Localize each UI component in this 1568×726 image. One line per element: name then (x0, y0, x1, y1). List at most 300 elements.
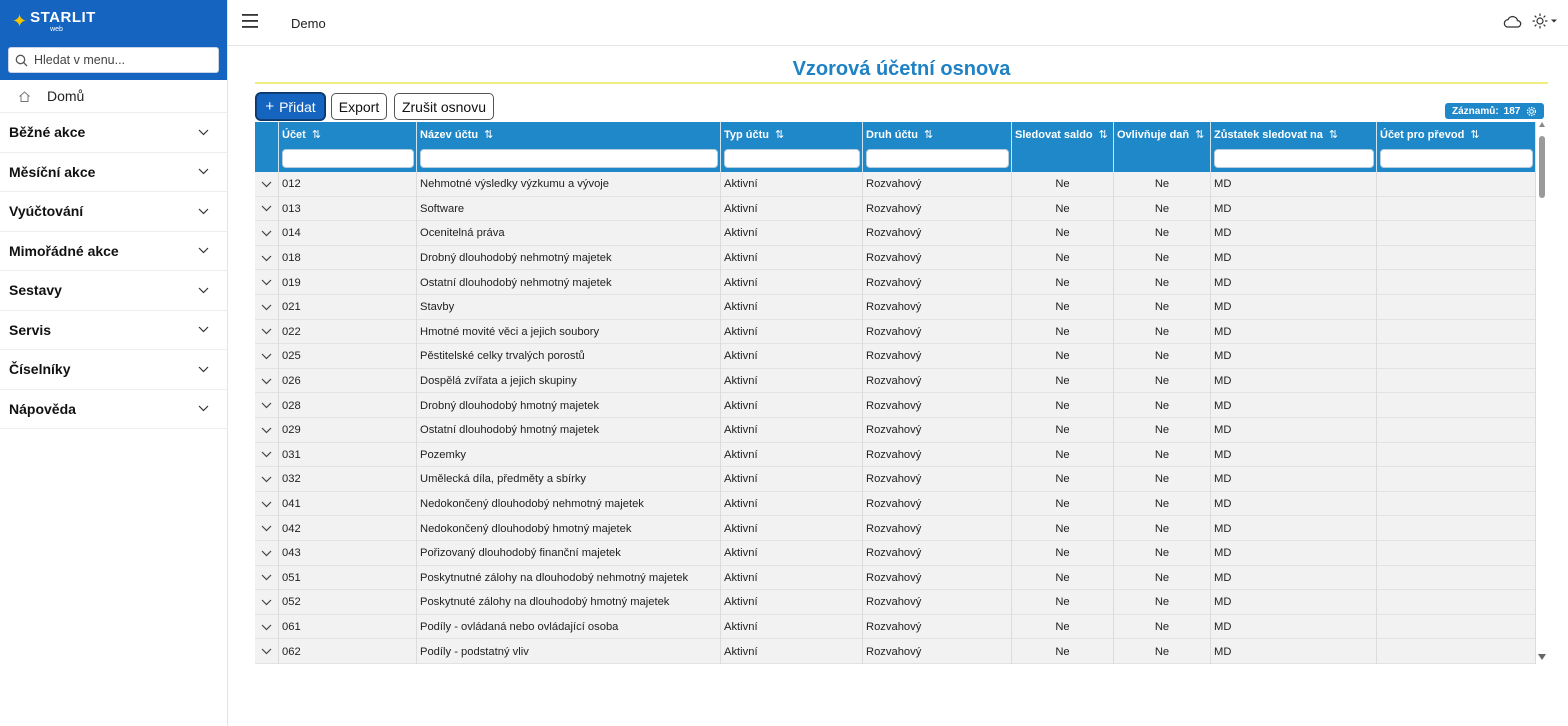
scroll-down-arrow[interactable] (1538, 654, 1546, 660)
cell-prevod (1377, 369, 1536, 394)
table-row[interactable] (255, 418, 1536, 443)
cell-nazev: Poskytnuté zálohy na dlouhodobý hmotný majetek (417, 590, 721, 615)
search-icon (15, 54, 28, 67)
chevron-down-icon (198, 168, 209, 175)
plus-icon: + (265, 98, 275, 115)
cell-zustatek: MD (1211, 639, 1377, 664)
cell-typ: Aktivní (721, 566, 863, 591)
cell-saldo: Ne (1012, 443, 1114, 468)
cell-prevod (1377, 344, 1536, 369)
cell-prevod (1377, 639, 1536, 664)
cell-typ: Aktivní (721, 443, 863, 468)
cell-ucet: 028 (279, 393, 417, 418)
company-name[interactable]: Demo (291, 16, 326, 31)
cell-saldo: Ne (1012, 369, 1114, 394)
row-expand-cell[interactable] (255, 639, 279, 664)
cell-dan: Ne (1114, 492, 1211, 517)
sidebar-item[interactable] (0, 390, 227, 430)
cell-typ: Aktivní (721, 590, 863, 615)
column-label: Sledovat saldo (1015, 128, 1093, 141)
filter-input-typ[interactable] (724, 149, 860, 168)
home-icon (18, 90, 31, 103)
cell-saldo: Ne (1012, 172, 1114, 197)
cell-zustatek: MD (1211, 270, 1377, 295)
chevron-down-icon (261, 599, 272, 606)
cell-druh: Rozvahový (863, 221, 1012, 246)
chevron-down-icon (198, 287, 209, 294)
cell-saldo: Ne (1012, 590, 1114, 615)
cell-prevod (1377, 295, 1536, 320)
table-scrollbar[interactable] (1536, 122, 1548, 665)
cell-saldo: Ne (1012, 615, 1114, 640)
brand-name: STARLIT (30, 8, 96, 26)
cell-prevod (1377, 393, 1536, 418)
cell-saldo: Ne (1012, 541, 1114, 566)
sidebar-item-label: Měsíční akce (9, 163, 96, 180)
cell-zustatek: MD (1211, 295, 1377, 320)
nav-list (0, 113, 227, 429)
sidebar-item-label: Vyúčtování (9, 203, 84, 220)
cell-saldo: Ne (1012, 639, 1114, 664)
table-row[interactable] (255, 320, 1536, 345)
sun-icon (1532, 13, 1548, 29)
filter-input-ucet[interactable] (282, 149, 414, 168)
sidebar-item[interactable] (0, 350, 227, 390)
chevron-down-icon (261, 525, 272, 532)
cell-ucet: 032 (279, 467, 417, 492)
cell-ucet: 014 (279, 221, 417, 246)
cell-dan: Ne (1114, 467, 1211, 492)
row-expand-cell[interactable] (255, 418, 279, 443)
brand-sub: web (50, 25, 63, 33)
cell-dan: Ne (1114, 541, 1211, 566)
row-expand-cell[interactable] (255, 197, 279, 222)
table-row[interactable] (255, 492, 1536, 517)
records-label: Záznamů: (1452, 105, 1499, 117)
column-title (1380, 128, 1480, 141)
cell-dan: Ne (1114, 172, 1211, 197)
sidebar-item[interactable] (0, 311, 227, 351)
column-label: Typ účtu (724, 128, 770, 141)
cell-saldo: Ne (1012, 221, 1114, 246)
table-row[interactable] (255, 221, 1536, 246)
row-expand-cell[interactable] (255, 492, 279, 517)
filter-input-druh[interactable] (866, 149, 1009, 168)
chevron-down-icon (261, 304, 272, 311)
column-title (420, 128, 493, 141)
sidebar-item[interactable] (0, 232, 227, 272)
cell-typ: Aktivní (721, 541, 863, 566)
cell-dan: Ne (1114, 418, 1211, 443)
cell-nazev: Nedokončený dlouhodobý hmotný majetek (417, 516, 721, 541)
cell-typ: Aktivní (721, 369, 863, 394)
records-badge (1445, 103, 1544, 119)
accounts-table (255, 122, 1536, 665)
chevron-down-icon (261, 181, 272, 188)
cell-dan: Ne (1114, 344, 1211, 369)
cell-ucet: 018 (279, 246, 417, 271)
column-header-nazev[interactable] (417, 122, 721, 172)
cell-ucet: 021 (279, 295, 417, 320)
title-divider (255, 82, 1548, 84)
row-expand-cell[interactable] (255, 566, 279, 591)
cell-prevod (1377, 443, 1536, 468)
cell-druh: Rozvahový (863, 566, 1012, 591)
cell-saldo: Ne (1012, 320, 1114, 345)
cell-typ: Aktivní (721, 492, 863, 517)
sort-icon[interactable]: ⇅ (923, 129, 934, 141)
sidebar-item-label: Sestavy (9, 282, 62, 299)
cell-druh: Rozvahový (863, 172, 1012, 197)
sort-icon[interactable]: ⇅ (484, 129, 494, 141)
column-label: Zůstatek sledovat na (1214, 128, 1323, 141)
table-row[interactable] (255, 467, 1536, 492)
cell-nazev: Nehmotné výsledky výzkumu a vývoje (417, 172, 721, 197)
cell-saldo: Ne (1012, 295, 1114, 320)
cloud-icon[interactable] (1502, 14, 1522, 30)
column-header-saldo[interactable] (1012, 122, 1114, 172)
cell-nazev: Pozemky (417, 443, 721, 468)
cell-prevod (1377, 418, 1536, 443)
sidebar-item[interactable] (0, 192, 227, 232)
cell-nazev: Ostatní dlouhodobý hmotný majetek (417, 418, 721, 443)
cell-zustatek: MD (1211, 246, 1377, 271)
cell-dan: Ne (1114, 443, 1211, 468)
cell-zustatek: MD (1211, 516, 1377, 541)
cell-zustatek: MD (1211, 615, 1377, 640)
row-expand-cell[interactable] (255, 615, 279, 640)
chevron-down-icon (261, 255, 272, 262)
row-expand-cell[interactable] (255, 221, 279, 246)
brand-header (0, 0, 227, 42)
scroll-up-arrow[interactable] (1539, 122, 1545, 127)
cell-druh: Rozvahový (863, 344, 1012, 369)
filter-input-nazev[interactable] (420, 149, 718, 168)
cell-nazev: Podíly - ovládaná nebo ovládající osoba (417, 615, 721, 640)
chevron-down-icon (198, 247, 209, 254)
chevron-down-icon (261, 230, 272, 237)
cell-dan: Ne (1114, 590, 1211, 615)
cell-typ: Aktivní (721, 418, 863, 443)
cell-zustatek: MD (1211, 590, 1377, 615)
cell-saldo: Ne (1012, 467, 1114, 492)
column-title (1117, 128, 1204, 141)
cell-prevod (1377, 541, 1536, 566)
sidebar-item-label: Nápověda (9, 400, 76, 417)
cell-druh: Rozvahový (863, 246, 1012, 271)
cell-dan: Ne (1114, 393, 1211, 418)
chevron-down-icon (261, 624, 272, 631)
column-header-prevod[interactable] (1377, 122, 1536, 172)
sort-icon[interactable]: ⇅ (1470, 129, 1480, 141)
column-header-dan[interactable] (1114, 122, 1211, 172)
column-label: Druh účtu (866, 128, 918, 141)
menu-search-input[interactable] (34, 53, 204, 67)
chevron-down-icon (198, 129, 209, 136)
row-expand-cell[interactable] (255, 590, 279, 615)
column-title (1015, 128, 1108, 141)
cell-dan: Ne (1114, 221, 1211, 246)
row-expand-cell[interactable] (255, 270, 279, 295)
caret-down-icon (1550, 18, 1558, 24)
column-header-zustatek[interactable] (1211, 122, 1377, 172)
cell-prevod (1377, 221, 1536, 246)
cell-ucet: 043 (279, 541, 417, 566)
add-button-label: Přidat (279, 98, 316, 115)
table-row[interactable] (255, 270, 1536, 295)
cell-nazev: Ostatní dlouhodobý nehmotný majetek (417, 270, 721, 295)
cell-nazev: Hmotné movité věci a jejich soubory (417, 320, 721, 345)
cell-prevod (1377, 172, 1536, 197)
cell-typ: Aktivní (721, 221, 863, 246)
cell-saldo: Ne (1012, 246, 1114, 271)
table-row[interactable] (255, 344, 1536, 369)
cell-druh: Rozvahový (863, 516, 1012, 541)
chevron-down-icon (261, 353, 272, 360)
cell-ucet: 026 (279, 369, 417, 394)
cell-zustatek: MD (1211, 320, 1377, 345)
cell-prevod (1377, 320, 1536, 345)
column-label: Účet (282, 128, 306, 141)
row-expand-cell[interactable] (255, 443, 279, 468)
chevron-down-icon (261, 476, 272, 483)
page-title: Vzorová účetní osnova (792, 58, 1011, 80)
cell-dan: Ne (1114, 615, 1211, 640)
row-expand-cell[interactable] (255, 320, 279, 345)
row-expand-cell[interactable] (255, 246, 279, 271)
sidebar-item[interactable] (0, 271, 227, 311)
cell-typ: Aktivní (721, 172, 863, 197)
cell-prevod (1377, 615, 1536, 640)
nav-home[interactable] (0, 80, 227, 113)
cell-ucet: 025 (279, 344, 417, 369)
cell-prevod (1377, 492, 1536, 517)
cell-prevod (1377, 197, 1536, 222)
cell-saldo: Ne (1012, 344, 1114, 369)
cell-dan: Ne (1114, 197, 1211, 222)
sidebar-item-label: Mimořádné akce (9, 242, 119, 259)
cell-ucet: 052 (279, 590, 417, 615)
cell-ucet: 062 (279, 639, 417, 664)
cell-druh: Rozvahový (863, 590, 1012, 615)
cell-nazev: Poskytnutné zálohy na dlouhodobý nehmotný majetek (417, 566, 721, 591)
column-title (866, 128, 933, 141)
table-row[interactable] (255, 590, 1536, 615)
column-label: Účet pro převod (1380, 128, 1465, 141)
cell-zustatek: MD (1211, 443, 1377, 468)
sort-icon[interactable]: ⇅ (775, 129, 785, 141)
column-header-typ[interactable] (721, 122, 863, 172)
chevron-down-icon (198, 366, 209, 373)
chevron-down-icon (261, 279, 272, 286)
cell-ucet: 022 (279, 320, 417, 345)
records-count: 187 (1503, 105, 1521, 117)
cell-typ: Aktivní (721, 467, 863, 492)
chevron-down-icon (261, 501, 272, 508)
cell-prevod (1377, 516, 1536, 541)
table-header (255, 122, 1536, 172)
column-header-druh[interactable] (863, 122, 1012, 172)
cell-dan: Ne (1114, 320, 1211, 345)
cell-ucet: 042 (279, 516, 417, 541)
chevron-down-icon (198, 326, 209, 333)
cell-nazev: Dospělá zvířata a jejich skupiny (417, 369, 721, 394)
table-row[interactable] (255, 615, 1536, 640)
cell-nazev: Drobný dlouhodobý hmotný majetek (417, 393, 721, 418)
row-expand-cell[interactable] (255, 369, 279, 394)
chevron-down-icon (261, 427, 272, 434)
row-expand-cell[interactable] (255, 295, 279, 320)
nav-home-label: Domů (47, 88, 85, 104)
cell-ucet: 019 (279, 270, 417, 295)
chevron-down-icon (261, 451, 272, 458)
cell-druh: Rozvahový (863, 541, 1012, 566)
table-row[interactable] (255, 393, 1536, 418)
cell-nazev: Stavby (417, 295, 721, 320)
sidebar-item-label: Číselníky (9, 361, 71, 378)
theme-toggle[interactable] (1532, 13, 1558, 29)
cell-typ: Aktivní (721, 516, 863, 541)
cell-prevod (1377, 566, 1536, 591)
cell-ucet: 013 (279, 197, 417, 222)
cell-nazev: Podíly - podstatný vliv (417, 639, 721, 664)
cell-druh: Rozvahový (863, 369, 1012, 394)
chevron-down-icon (261, 402, 272, 409)
cell-druh: Rozvahový (863, 270, 1012, 295)
chevron-down-icon (261, 205, 272, 212)
cell-saldo: Ne (1012, 197, 1114, 222)
cell-saldo: Ne (1012, 492, 1114, 517)
table-row[interactable] (255, 516, 1536, 541)
cell-typ: Aktivní (721, 344, 863, 369)
sort-icon[interactable]: ⇅ (311, 129, 322, 141)
cell-nazev: Nedokončený dlouhodobý nehmotný majetek (417, 492, 721, 517)
row-expand-cell[interactable] (255, 516, 279, 541)
row-expand-cell[interactable] (255, 541, 279, 566)
cell-ucet: 061 (279, 615, 417, 640)
cell-druh: Rozvahový (863, 639, 1012, 664)
cell-dan: Ne (1114, 639, 1211, 664)
cell-ucet: 031 (279, 443, 417, 468)
row-expand-cell[interactable] (255, 393, 279, 418)
cell-dan: Ne (1114, 270, 1211, 295)
add-button[interactable] (256, 93, 325, 120)
gear-icon[interactable] (1526, 106, 1537, 117)
hamburger-menu-icon[interactable] (242, 14, 258, 28)
cell-zustatek: MD (1211, 492, 1377, 517)
cell-zustatek: MD (1211, 221, 1377, 246)
table-row[interactable] (255, 369, 1536, 394)
sidebar-item-label: Běžné akce (9, 124, 86, 141)
table-row[interactable] (255, 566, 1536, 591)
chevron-down-icon (261, 648, 272, 655)
cell-nazev: Ocenitelná práva (417, 221, 721, 246)
cell-zustatek: MD (1211, 418, 1377, 443)
cell-dan: Ne (1114, 295, 1211, 320)
cell-typ: Aktivní (721, 615, 863, 640)
column-title (282, 128, 321, 141)
cell-druh: Rozvahový (863, 443, 1012, 468)
sort-icon[interactable]: ⇅ (1328, 129, 1339, 141)
cell-druh: Rozvahový (863, 418, 1012, 443)
cell-dan: Ne (1114, 246, 1211, 271)
column-title (1214, 128, 1338, 141)
cell-druh: Rozvahový (863, 467, 1012, 492)
cell-nazev: Umělecká díla, předměty a sbírky (417, 467, 721, 492)
cell-druh: Rozvahový (863, 320, 1012, 345)
cell-nazev: Software (417, 197, 721, 222)
filter-input-zustatek[interactable] (1214, 149, 1374, 168)
row-expand-cell[interactable] (255, 467, 279, 492)
cell-prevod (1377, 270, 1536, 295)
sort-icon[interactable]: ⇅ (1098, 129, 1108, 141)
cell-dan: Ne (1114, 369, 1211, 394)
chevron-down-icon (261, 550, 272, 557)
cell-typ: Aktivní (721, 295, 863, 320)
table-row[interactable] (255, 639, 1536, 664)
cell-druh: Rozvahový (863, 393, 1012, 418)
chevron-down-icon (198, 208, 209, 215)
column-label: Ovlivňuje daň (1117, 128, 1190, 141)
table-row[interactable] (255, 443, 1536, 468)
cell-zustatek: MD (1211, 541, 1377, 566)
table-row[interactable] (255, 295, 1536, 320)
table-row[interactable] (255, 172, 1536, 197)
sidebar-item[interactable] (0, 153, 227, 193)
topbar (228, 0, 1568, 46)
brand-logo[interactable] (30, 10, 96, 33)
cell-prevod (1377, 590, 1536, 615)
sidebar-item[interactable] (0, 113, 227, 153)
cell-ucet: 029 (279, 418, 417, 443)
cell-zustatek: MD (1211, 393, 1377, 418)
cell-zustatek: MD (1211, 172, 1377, 197)
sidebar-item-label: Servis (9, 321, 52, 338)
filter-input-prevod[interactable] (1380, 149, 1533, 168)
cell-prevod (1377, 246, 1536, 271)
cell-saldo: Ne (1012, 270, 1114, 295)
table-row[interactable] (255, 541, 1536, 566)
sort-icon[interactable]: ⇅ (1195, 129, 1205, 141)
export-button[interactable]: Export (331, 93, 387, 120)
cell-druh: Rozvahový (863, 615, 1012, 640)
column-title (724, 128, 784, 141)
cell-saldo: Ne (1012, 418, 1114, 443)
cell-saldo: Ne (1012, 516, 1114, 541)
cell-saldo: Ne (1012, 393, 1114, 418)
row-expand-cell[interactable] (255, 344, 279, 369)
cell-zustatek: MD (1211, 197, 1377, 222)
cell-dan: Ne (1114, 516, 1211, 541)
cell-typ: Aktivní (721, 246, 863, 271)
row-expand-cell[interactable] (255, 172, 279, 197)
table-row[interactable] (255, 246, 1536, 271)
cell-saldo: Ne (1012, 566, 1114, 591)
cell-typ: Aktivní (721, 393, 863, 418)
cell-druh: Rozvahový (863, 197, 1012, 222)
column-header-ucet[interactable] (279, 122, 417, 172)
cancel-chart-button[interactable]: Zrušit osnovu (394, 93, 494, 120)
cell-dan: Ne (1114, 566, 1211, 591)
chevron-down-icon (198, 405, 209, 412)
cell-ucet: 012 (279, 172, 417, 197)
cell-typ: Aktivní (721, 270, 863, 295)
sidebar (0, 0, 228, 726)
cell-druh: Rozvahový (863, 492, 1012, 517)
table-row[interactable] (255, 197, 1536, 222)
cell-druh: Rozvahový (863, 295, 1012, 320)
scrollbar-thumb[interactable] (1539, 136, 1545, 198)
